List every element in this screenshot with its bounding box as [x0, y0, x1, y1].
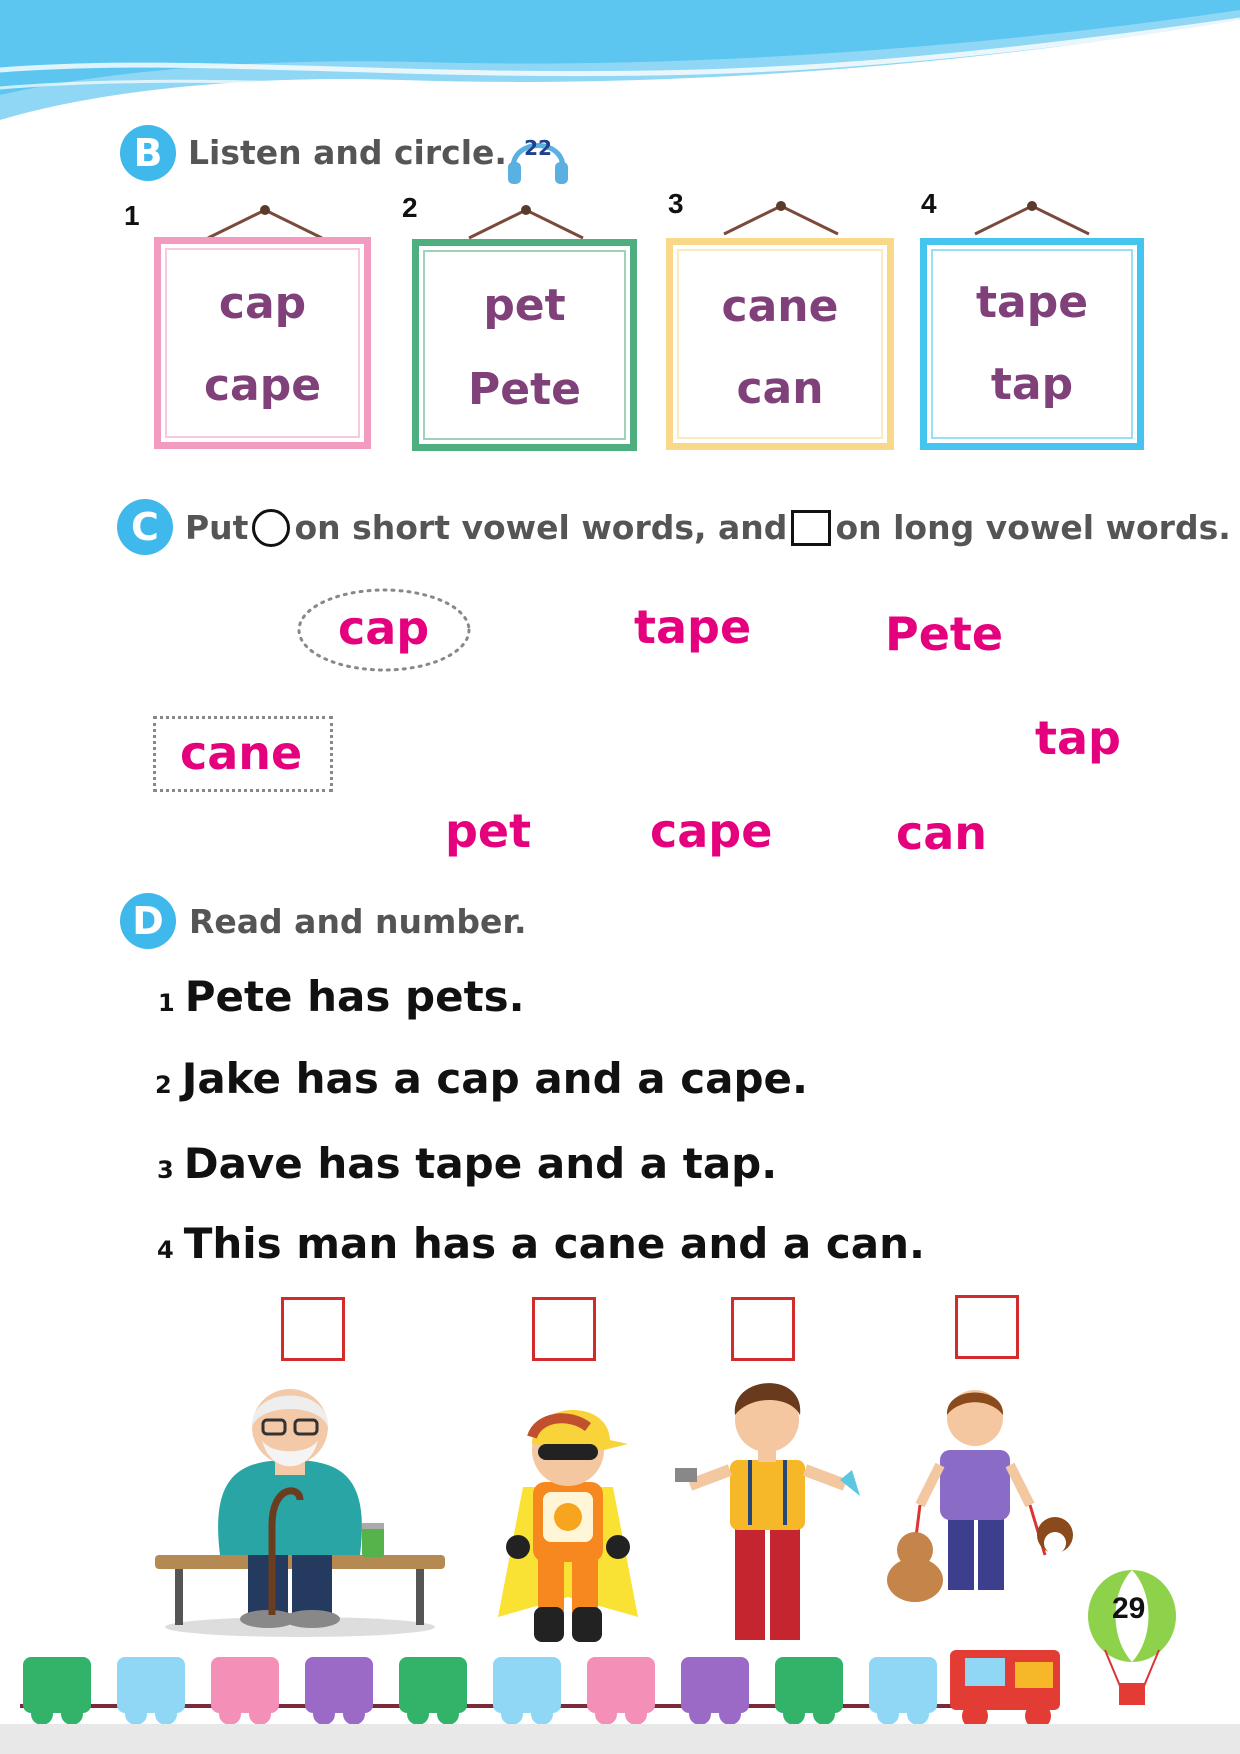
frame-2-word-1[interactable]: pet: [483, 280, 566, 331]
frame-2: [412, 239, 637, 451]
vowel-word-cap[interactable]: cap: [338, 601, 430, 655]
frame-4: [920, 238, 1144, 450]
boy-with-pet-dogs-illustration: [870, 1380, 1110, 1620]
section-d-badge: D: [120, 893, 176, 949]
headphones-icon[interactable]: [505, 128, 571, 186]
page-number: 29: [1112, 1592, 1146, 1625]
track-number: 22: [524, 136, 552, 160]
vowel-word-cape[interactable]: cape: [650, 804, 773, 858]
bottom-strip: [0, 1724, 1240, 1754]
frame-4-word-2[interactable]: tap: [990, 359, 1074, 410]
vowel-word-can[interactable]: can: [896, 806, 988, 860]
sentence-3: 3 Dave has tape and a tap.: [157, 1139, 778, 1188]
circle-symbol-icon: [252, 509, 290, 547]
sentence-4: 4 This man has a cane and a can.: [157, 1219, 925, 1268]
section-b-badge: B: [120, 125, 176, 181]
hot-air-balloon-icon: [1085, 1568, 1180, 1708]
section-c-instruction: Put on short vowel words, and on long vowel words.: [185, 508, 1231, 547]
old-man-with-cane-illustration: [150, 1365, 450, 1645]
boy-in-cap-and-cape-illustration: [488, 1392, 648, 1647]
frame-4-number: 4: [921, 188, 937, 219]
frame-3-number: 3: [668, 188, 684, 219]
vowel-word-pete[interactable]: Pete: [885, 607, 1004, 661]
square-symbol-icon: [791, 510, 831, 546]
frame-1-hanger: [150, 200, 380, 242]
frame-1-word-1[interactable]: cap: [218, 278, 307, 329]
man-with-tape-and-tap-illustration: [670, 1370, 870, 1650]
frame-4-word-1[interactable]: tape: [975, 277, 1089, 328]
answer-box-1[interactable]: [281, 1297, 345, 1361]
frame-3-hanger: [666, 196, 896, 238]
frame-1-word-2[interactable]: cape: [203, 360, 322, 411]
section-c-badge: C: [117, 499, 173, 555]
frame-3-word-1[interactable]: cane: [721, 281, 839, 332]
frame-4-hanger: [917, 196, 1147, 238]
frame-3: [666, 238, 894, 450]
answer-box-3[interactable]: [731, 1297, 795, 1361]
section-b-title: Listen and circle.: [188, 133, 507, 172]
frame-1-number: 1: [124, 200, 140, 231]
frame-1: [154, 237, 371, 449]
section-d-title: Read and number.: [189, 902, 527, 941]
top-wave-banner: [0, 0, 1240, 130]
frame-2-word-2[interactable]: Pete: [468, 364, 581, 415]
answer-box-4[interactable]: [955, 1295, 1019, 1359]
vowel-word-cane[interactable]: cane: [180, 726, 303, 780]
frame-2-number: 2: [402, 192, 418, 223]
vowel-word-tape[interactable]: tape: [634, 600, 752, 654]
frame-3-word-2[interactable]: can: [736, 363, 824, 414]
toy-train-illustration: [20, 1640, 1090, 1735]
answer-box-2[interactable]: [532, 1297, 596, 1361]
sentence-1: 1 Pete has pets.: [158, 972, 525, 1021]
frame-2-hanger: [411, 200, 641, 242]
vowel-word-tap[interactable]: tap: [1035, 711, 1121, 765]
vowel-word-pet[interactable]: pet: [445, 804, 532, 858]
sentence-2: 2 Jake has a cap and a cape.: [155, 1054, 808, 1103]
